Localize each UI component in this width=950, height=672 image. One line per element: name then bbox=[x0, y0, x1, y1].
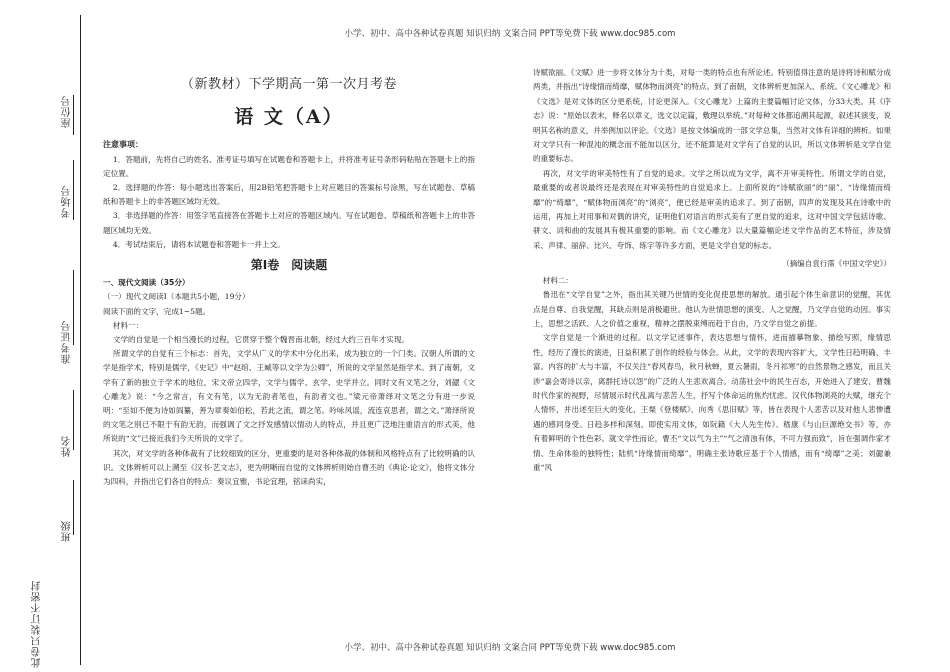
part-heading: 一、现代文阅读（35分） bbox=[103, 278, 190, 288]
exam-subtitle: （新教材）下学期高一第一次月考卷 bbox=[180, 77, 397, 92]
passage-paragraph: 文学自觉是一个渐进的过程。以文学记述事件，表达思想与情怀，进而描摹物象、描绘写照，缘情思性，经历了漫长的演进，日益积累了创作的经验与体会。从此，文学的表现内容扩大，文学性日趋明确、丰富。内容的扩大与丰富，不仅关注“春风春鸟，秋月秋蝉，夏云暑雨，冬月祁寒”的自然景物之感发，而且关涉“嘉会寄诗以亲，离群托诗以怨”的广泛的人生悲欢离合。动荡社会中的民生百态，开始进入了建安、曹魏时代作家的视野，尽情展示时代乱离与悲苦人生，抒写个体命运的焦灼忧虑。汉代体物浏亮的大赋，继充个人情怀，并出述至巨大的变化，王粲《登楼赋》、向秀《思旧赋》等，皆在表现个人悲苦以及对他人悲惨遭遇的感同身受。日趋多样和深刻。即使实用文体，如阮籍《大人先生传》、嵇康《与山巨源绝交书》等，亦有着鲜明的个性色彩。就文学性而论，曹丕“文以气为主”“气之清浊有体，不可力强而致”，旨在强调作家才情、生命体验的独特性；陆机“诗缘情而绮靡”，明确主张诗歌应基于个人情感，而有“绮靡”之美；刘勰兼重“风 bbox=[533, 333, 891, 472]
passage-paragraph: 鲁迅在“文学自觉”之外，指出其关键乃世情的变化促使思想的解放。通引起个体生命意识的觉醒，其优点是自尊、自我觉醒，其缺点则是消极避世。他认为世情思想的演变、人之觉醒，乃文学自觉的动因。事实上，思想之活跃、人之价值之重视，精神之摆脱束缚而趋于自由，乃文学自觉之前提。 bbox=[533, 290, 891, 328]
note-item: 1．答题前，先将自己的姓名、准考证号填写在试题卷和答题卡上，并将准考证号条形码粘贴在答题卡上的指定位置。 bbox=[103, 154, 475, 178]
class-label: 班级 bbox=[62, 520, 73, 542]
sub-part-heading: （一）现代文阅读Ⅰ（本题共5小题，19分） bbox=[103, 292, 250, 302]
page-footer-watermark: 小学、初中、高中各种试卷真题 知识归纳 文案合同 PPT等免费下载 www.doc985.com bbox=[344, 643, 676, 653]
passage-paragraph: 其次，对文学的各种体裁有了比较细致的区分，更重要的是对各种体裁的体制和风格特点有了比较明确的认识。文体辨析可以上溯至《汉书·艺文志》，更为明晰而自觉的文体辨析则始自曹丕的《典论·论文》，他将文体分为四科，并指出它们各自的特点：奏议宜雅，书论宜理，铭诔尚实， bbox=[103, 448, 475, 487]
binding-margin bbox=[0, 0, 100, 672]
material-label: 材料一： bbox=[112, 320, 144, 330]
note-item: 2．选择题的作答：每小题选出答案后，用2B铅笔把答题卡上对应题目的答案标号涂黑，写在试题卷、草稿纸和答题卡上的非答题区域均无效。 bbox=[103, 183, 475, 207]
material-label: 材料二： bbox=[542, 275, 573, 285]
instruction: 阅读下面的文字，完成1~5题。 bbox=[103, 306, 211, 316]
exam-room-field[interactable] bbox=[73, 160, 74, 220]
passage-paragraph: 所谓文学的自觉有三个标志：首先，文学从广义的学术中分化出来，成为独立的一个门类。汉朝人所谓的文学是指学术，特别是儒学，《史记》中“赵绾、王臧等以文学为公卿”，所说的文学显然是指学术。到了南朝，文学有了新的独立于学术的地位，宋文帝立四学，文学与儒学、玄学、史学并立。同时文有文笔之分，刘勰《文心雕龙》说：“今之常言，有文有笔，以为无韵者笔也，有韵者文也。”梁元帝萧绎对文笔之分有进一步说明：“至如不便为诗如阎纂，善为章奏如伯松，若此之流，谓之笔。吟咏风谣，流连哀思者，谓之文。”萧绎所说的文笔之别已不限于有韵无韵，而强调了文之抒发感情以情动人的特点，并且更广泛地注重语言的形式美，他所说的“文”已接近我们今天所说的文学了。 bbox=[103, 349, 475, 444]
seat-number-label: 座位号 bbox=[62, 95, 73, 128]
name-field[interactable] bbox=[73, 390, 74, 450]
binding-line bbox=[80, 15, 81, 665]
seal-notice: 此卷只装订不密封 bbox=[32, 580, 43, 668]
ticket-number-field[interactable] bbox=[73, 270, 74, 345]
citation: （摘编自袁行霈《中国文学史》） bbox=[782, 259, 891, 269]
passage-paragraph: 文学的自觉是一个相当漫长的过程，它贯穿于整个魏晋南北朝，经过大约三百年才实现。 bbox=[112, 335, 410, 345]
section-title: 第Ⅰ卷 阅读题 bbox=[250, 258, 328, 273]
class-field[interactable] bbox=[73, 480, 74, 535]
passage-paragraph: 诗赋欲丽。《文赋》进一步将文体分为十类，对每一类的特点也有所论述。特别值得注意的是诗将诗和赋分成两类，并指出“诗缘情而绮靡，赋体物而浏亮”的特点。到了南朝，文体辨析更加深入、系统。《文心雕龙》和《文选》是对文体的区分更系统，讨论更深入。《文心雕龙》上篇的主要篇幅讨论文体，分33大类。其《序志》说：“原始以表末，释名以章义，选文以定篇，敷理以举统。”对每种文体都追溯其起源，叙述其演变，说明其名称的意义，并举例加以评论。《文选》是按文体编成的一部文学总集，当然对文体有详细的辨析。如果对文学只有一种混沌的概念而不能加以区分，还不能算是对文学有了自觉的认识，所以文体辨析是文学自觉的重要标志。 bbox=[533, 68, 891, 164]
notes-heading: 注意事项： bbox=[103, 140, 143, 150]
ticket-number-label: 准考证号 bbox=[62, 320, 73, 364]
name-label: 姓名 bbox=[62, 435, 73, 457]
page-header-watermark: 小学、初中、高中各种试卷真题 知识归纳 文案合同 PPT等免费下载 www.doc985.com bbox=[344, 29, 676, 39]
passage-paragraph: 再次，对文学的审美特性有了自觉的追求。文学之所以成为文学，离不开审美特性。所谓文学的自觉，最重要的或者说最终还是表现在对审美特性的自觉追求上。上面所说的“诗赋欲丽”的“丽”、“诗缘情而绮靡”的“绮靡”，“赋体物而浏亮”的“浏亮”，便已经是审美的追求了。到了南朝，四声的发现及其在诗歌中的运用，再加上对用事和对偶的讲究，证明他们对语言的形式美有了更自觉的追求，这对中国文学包括诗歌、骈文、词和曲的发展具有极其重要的影响。而《文心雕龙》以大量篇幅论述文学作品的艺术特征，涉及情采、声律、丽辞、比兴、夸饰、练字等许多方面，更是文学自觉的标志。 bbox=[533, 168, 891, 250]
note-item: 3．非选择题的作答：用签字笔直接答在答题卡上对应的答题区域内。写在试题卷、草稿纸和答题卡上的非答题区域均无效。 bbox=[103, 211, 475, 235]
note-item: 4．考试结束后，请将本试题卷和答题卡一并上交。 bbox=[112, 239, 285, 249]
exam-room-label: 考场号 bbox=[62, 185, 73, 218]
seat-number-field[interactable] bbox=[73, 95, 74, 135]
exam-title: 语 文（A） bbox=[234, 106, 344, 129]
right-column bbox=[533, 66, 891, 475]
left-column bbox=[103, 60, 475, 489]
